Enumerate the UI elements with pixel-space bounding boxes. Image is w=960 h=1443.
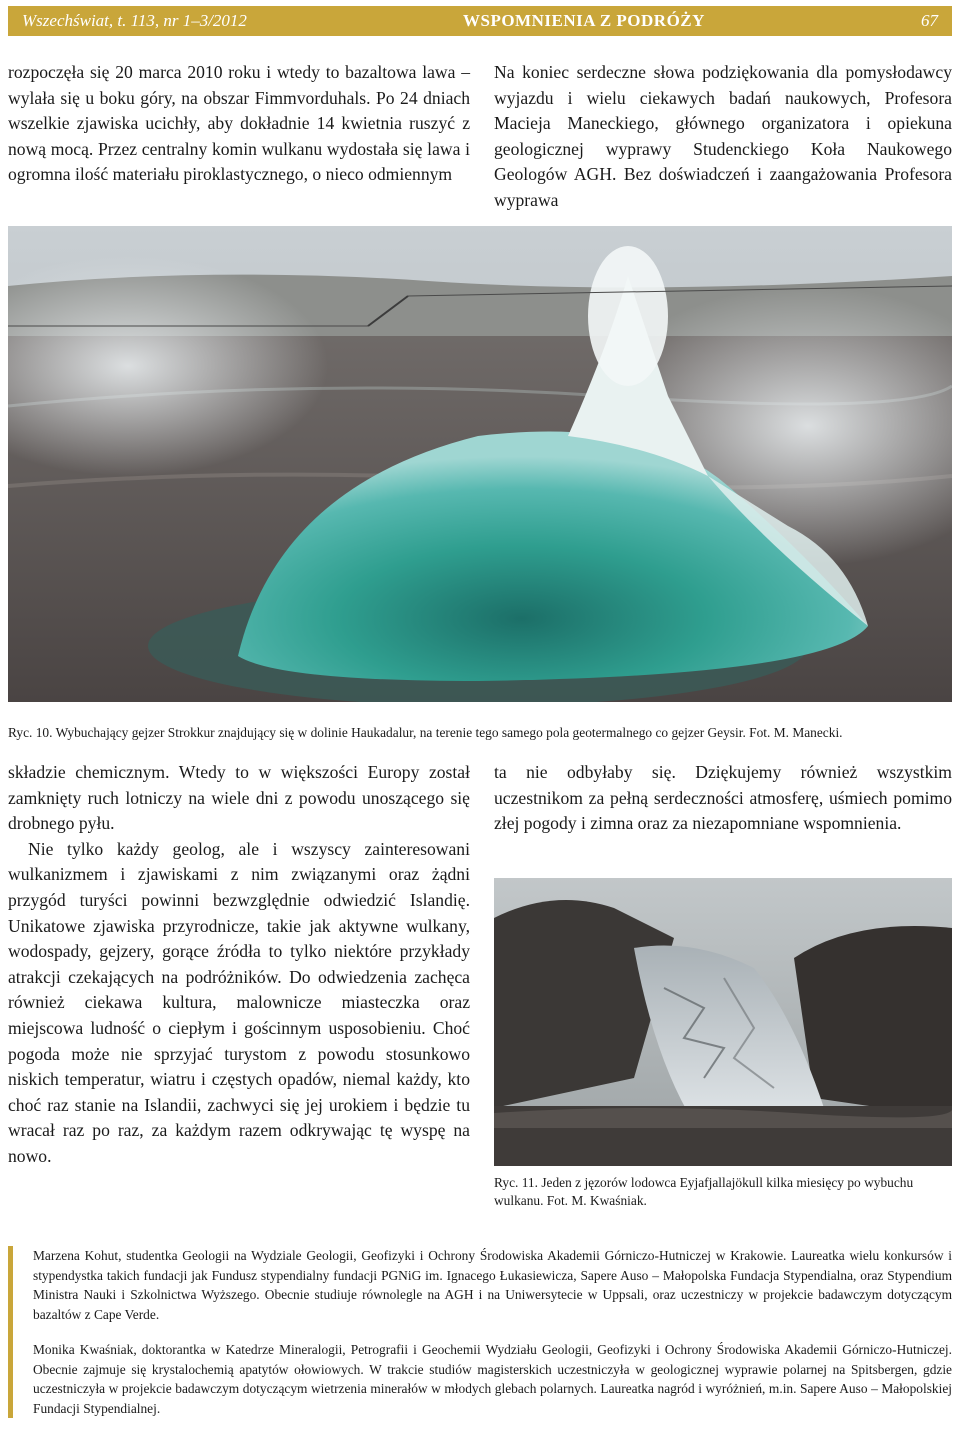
- column-right-top: [494, 60, 952, 214]
- author-bio: Marzena Kohut, studentka Geologii na Wydziale Geologii, Geofizyki i Ochrony Środowiska Akademii Górniczo-Hutniczej w Krakowie. Laureatka wielu konkursów i stypendystka takich fundacji jak Fundusz stypendialny fundacji PGNiG im. Ignacego Łukasiewicza, Sapere Auso – Małopolska Fundacja Stypendialna, oraz Stypendium Ministra Nauki i Szkolnictwa Wyższego. Obecnie studiuje równolegle na AGH i na Uniwersytecie w Uppsali, oraz uczestniczy w projekcie badawczym dotyczącym bazaltów z Cape Verde.: [33, 1248, 952, 1322]
- figure-caption-11: Ryc. 11. Jeden z jęzorów lodowca Eyjafjallajökull kilka miesięcy po wybuchu wulkanu. Fot. M. Kwaśniak.: [494, 1175, 914, 1208]
- glacier-illustration: [494, 878, 952, 1166]
- glacier-photo: [494, 878, 952, 1166]
- section-title: WSPOMNIENIA Z PODRÓŻY: [463, 11, 705, 30]
- column-left-bottom: [8, 760, 470, 1170]
- journal-citation: Wszechświat, t. 113, nr 1–3/2012: [22, 11, 247, 30]
- paragraph: rozpoczęła się 20 marca 2010 roku i wtedy to bazaltowa lawa – wylała się u boku góry, na obszar Fimmvorduhals. Po 24 dniach wszelkie zjawiska ucichły, aby dokładnie 14 kwietnia ruszyć z nową mocą. Przez centralny komin wulkanu wydostała się lawa i ogromna ilość materiału piroklastycznego, o nieco odmiennym: [8, 62, 470, 185]
- paragraph: składzie chemicznym. Wtedy to w większości Europy został zamknięty ruch lotniczy na wiele dni z powodu unoszącego się drobnego pyłu.: [8, 762, 470, 834]
- author-bios: [8, 1246, 952, 1418]
- author-bio: Monika Kwaśniak, doktorantka w Katedrze Mineralogii, Petrografii i Geochemii Wydziału Geologii, Geofizyki i Ochrony Środowiska Akademii Górniczo-Hutniczej. Obecnie zajmuje się krystalochemią apatytów ołowiowych. W trakcie studiów magisterskich uczestniczyła w geologicznej wyprawie polarnej na Spitsbergen, gdzie uczestniczyła w projekcie badawczym dotyczącym wietrzenia minerałów w młodych glebach polarnych. Laureatka nagród i wyróżnień, m.in. Sapere Auso – Małopolskiej Fundacji Stypendialnej.: [33, 1342, 952, 1416]
- geyser-photo: [8, 226, 952, 702]
- paragraph: ta nie odbyłaby się. Dziękujemy również wszystkim uczestnikom za pełną serdeczności atmosferę, uśmiech pomimo złej pogody i zimna oraz za niezapomniane wspomnienia.: [494, 762, 952, 834]
- page-header: [8, 6, 952, 36]
- paragraph: Nie tylko każdy geolog, ale i wszyscy zainteresowani wulkanizmem i zjawiskami z nim związanymi oraz żądni przygód turyści powinni bezwzględnie odwiedzić Islandię. Unikatowe zjawiska przyrodnicze, takie jak aktywne wulkany, wodospady, gejzery, gorące źródła to tylko niektóre przykłady atrakcji czekających na podróżników. Do odwiedzenia zachęca również ciekawa kultura, malownicze miasteczka oraz miejscowa ludność o ciepłym i gościnnym usposobieniu. Choć pogoda może nie sprzyjać turystom z powodu stosunkowo niskich temperatur, wiatru i częstych opadów, niemal każdy, kto choć raz stanie na Islandii, zachwyci się jej urokiem i będzie tu wracał raz po raz, za każdym razem odkrywając tę wyspę na nowo.: [8, 838, 470, 1166]
- figure-caption-10: Ryc. 10. Wybuchający gejzer Strokkur znajdujący się w dolinie Haukadalur, na terenie tego samego pola geotermalnego co gejzer Geysir. Fot. M. Manecki.: [8, 725, 843, 740]
- column-left-top: [8, 60, 470, 188]
- column-right-bottom: [494, 760, 952, 837]
- geyser-illustration: [8, 226, 952, 702]
- paragraph: Na koniec serdeczne słowa podziękowania dla pomysłodawcy wyjazdu i wielu ciekawych badań naukowych, Profesora Macieja Maneckiego, głównego organizatora i opiekuna geologicznej wyprawy Studenckiego Koła Naukowego Geologów AGH. Bez doświadczeń i zaangażowania Profesora wyprawa: [494, 62, 952, 210]
- page-number: 67: [920, 11, 938, 30]
